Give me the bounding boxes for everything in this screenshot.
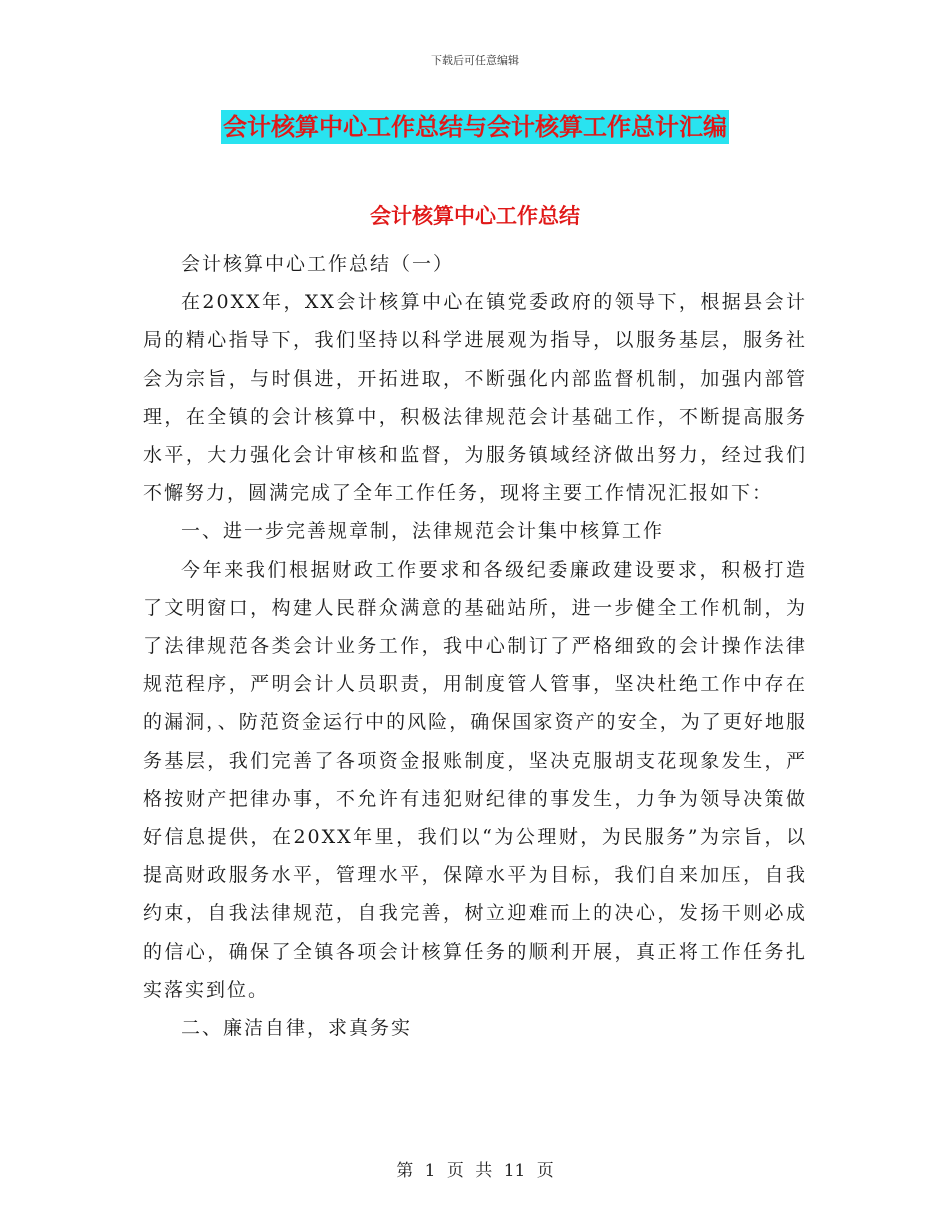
paragraph-heading: 会计核算中心工作总结（一） <box>181 253 455 275</box>
main-title: 会计核算中心工作总结与会计核算工作总计汇编 <box>221 110 729 144</box>
paragraph: 今年来我们根据财政工作要求和各级纪委廉政建设要求，积极打造了文明窗口，构建人民群众满意的基础站所，进一步健全工作机制，为了法律规范各类会计业务工作，我中心制订了严格细致的会计操作法律规范程序，严明会计人员职责，用制度管人管事，坚决杜绝工作中存在的漏洞，、防范资金运行中的风险，确保国家资产的安全，为了更好地服务基层，我们完善了各项资金报账制度，坚决克服胡支花现象发生，严格按财产把律办事，不允许有违犯财纪律的事发生，力争为领导决策做好信息提供，在20XX年里，我们以“为公理财，为民服务”为宗旨，以提高财政服务水平，管理水平，保障水平为目标，我们自来加压，自我约束，自我法律规范，自我完善，树立迎难而上的决心，发扬干则必成的信心，确保了全镇各项会计核算任务的顺利开展，真正将工作任务扎实落实到位。 <box>143 558 807 1001</box>
paragraph: 在20XX年，XX会计核算中心在镇党委政府的领导下，根据县会计局的精心指导下，我们坚持以科学进展观为指导，以服务基层，服务社会为宗旨，与时俱进，开拓进取，不断强化内部监督机制，加强内部管理，在全镇的会计核算中，积极法律规范会计基础工作，不断提高服务水平，大力强化会计审核和监督，为服务镇域经济做出努力，经过我们不懈努力，圆满完成了全年工作任务，现将主要工作情况汇报如下： <box>143 291 807 505</box>
paragraph-heading: 一、进一步完善规章制，法律规范会计集中核算工作 <box>181 520 665 543</box>
page-header-note: 下载后可任意编辑 <box>431 54 519 67</box>
section-title: 会计核算中心工作总结 <box>370 204 580 228</box>
document-body <box>143 245 807 1047</box>
main-title-container <box>0 110 950 144</box>
paragraph-heading: 二、廉洁自律，求真务实 <box>181 1017 413 1040</box>
page-number-footer: 第 1 页 共 11 页 <box>396 1161 554 1181</box>
